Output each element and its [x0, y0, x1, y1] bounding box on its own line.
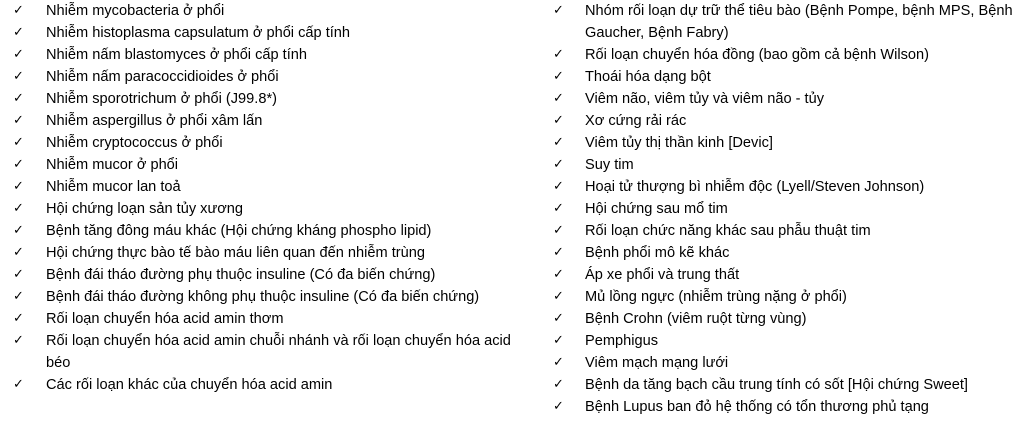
checkmark-icon: ✓ — [13, 201, 24, 216]
checkmark-icon: ✓ — [13, 267, 24, 282]
list-item — [13, 154, 513, 176]
list-item-text: Rối loạn chuyển hóa đồng (bao gồm cả bệnh Wilson) — [585, 47, 929, 63]
list-item-text: Nhiễm nấm paracoccidioides ở phổi — [46, 69, 279, 85]
checkmark-icon: ✓ — [13, 3, 24, 18]
list-item — [13, 22, 513, 44]
list-item — [13, 88, 513, 110]
checkmark-icon: ✓ — [13, 157, 24, 172]
checkmark-icon: ✓ — [553, 135, 564, 150]
checkmark-icon: ✓ — [13, 333, 24, 348]
list-item-text: Rối loạn chức năng khác sau phẫu thuật tim — [585, 223, 871, 239]
checkmark-icon: ✓ — [553, 289, 564, 304]
list-item — [13, 176, 513, 198]
list-item-text: Nhiễm nấm blastomyces ở phổi cấp tính — [46, 47, 308, 63]
list-item — [13, 132, 513, 154]
list-item — [13, 308, 513, 330]
checkmark-icon: ✓ — [553, 311, 564, 326]
checkmark-icon: ✓ — [553, 201, 564, 216]
checkmark-icon: ✓ — [553, 179, 564, 194]
checkmark-icon: ✓ — [553, 333, 564, 348]
list-item-text: Hội chứng sau mổ tim — [585, 201, 728, 217]
checkmark-icon: ✓ — [13, 245, 24, 260]
list-item — [553, 396, 1023, 418]
list-item — [13, 44, 513, 66]
checkmark-icon: ✓ — [553, 267, 564, 282]
list-item — [13, 264, 513, 286]
right-column — [553, 0, 1023, 418]
list-item-text: Xơ cứng rải rác — [585, 113, 687, 129]
list-item-text: Nhiễm mucor lan toả — [46, 179, 181, 195]
checkmark-icon: ✓ — [13, 113, 24, 128]
list-item-text: Nhiễm aspergillus ở phổi xâm lấn — [46, 113, 263, 129]
list-item — [553, 330, 1023, 352]
checkmark-icon: ✓ — [553, 157, 564, 172]
checkmark-icon: ✓ — [13, 311, 24, 326]
list-item — [553, 88, 1023, 110]
list-item — [553, 308, 1023, 330]
left-checklist — [13, 0, 513, 396]
list-item — [553, 352, 1023, 374]
list-item — [553, 44, 1023, 66]
list-item-text: Hội chứng loạn sản tủy xương — [46, 201, 244, 217]
list-item-text: Nhiễm sporotrichum ở phổi (J99.8*) — [46, 91, 277, 107]
list-item-text: Mủ lồng ngực (nhiễm trùng nặng ở phổi) — [585, 289, 847, 305]
list-item — [553, 374, 1023, 396]
list-item-text: Bệnh tăng đông máu khác (Hội chứng kháng phospho lipid) — [46, 223, 432, 239]
list-item — [553, 242, 1023, 264]
list-item-text: Rối loạn chuyển hóa acid amin thơm — [46, 311, 284, 327]
list-item-text: Pemphigus — [585, 333, 659, 349]
list-item-text: Bệnh da tăng bạch cầu trung tính có sốt [Hội chứng Sweet] — [585, 377, 968, 393]
list-item — [553, 110, 1023, 132]
list-item-text: Nhiễm cryptococcus ở phổi — [46, 135, 223, 151]
list-item-text: Nhiễm mycobacteria ở phổi — [46, 3, 225, 19]
list-item-text: Bệnh đái tháo đường không phụ thuộc insuline (Có đa biến chứng) — [46, 289, 480, 305]
checkmark-icon: ✓ — [553, 69, 564, 84]
list-item — [13, 110, 513, 132]
list-item-text: Bệnh đái tháo đường phụ thuộc insuline (Có đa biến chứng) — [46, 267, 436, 283]
list-item — [553, 264, 1023, 286]
checkmark-icon: ✓ — [13, 91, 24, 106]
list-item-text: Hoại tử thượng bì nhiễm độc (Lyell/Steven Johnson) — [585, 179, 925, 195]
list-item — [13, 286, 513, 308]
checkmark-icon: ✓ — [13, 47, 24, 62]
list-item — [13, 220, 513, 242]
right-checklist — [553, 0, 1023, 418]
list-item-text: Bệnh phổi mô kẽ khác — [585, 245, 730, 261]
list-item-text: Các rối loạn khác của chuyển hóa acid amin — [46, 377, 333, 393]
list-item-text: Viêm mạch mạng lưới — [585, 355, 729, 371]
list-item-text: Bệnh Crohn (viêm ruột từng vùng) — [585, 311, 807, 327]
checkmark-icon: ✓ — [553, 245, 564, 260]
list-item-text: Áp xe phổi và trung thất — [585, 267, 740, 283]
list-item-text: Hội chứng thực bào tế bào máu liên quan đến nhiễm trùng — [46, 245, 425, 261]
checkmark-icon: ✓ — [553, 3, 564, 18]
list-item — [13, 374, 513, 396]
list-item-text: Viêm não, viêm tủy và viêm não - tủy — [585, 91, 825, 107]
checkmark-icon: ✓ — [553, 399, 564, 414]
list-item-text: Nhiễm histoplasma capsulatum ở phổi cấp tính — [46, 25, 351, 41]
left-column — [13, 0, 513, 396]
checkmark-icon: ✓ — [13, 223, 24, 238]
list-item — [13, 330, 513, 374]
checkmark-icon: ✓ — [13, 135, 24, 150]
list-item — [13, 0, 513, 22]
list-item-text: Viêm tủy thị thần kinh [Devic] — [585, 135, 773, 151]
checkmark-icon: ✓ — [553, 91, 564, 106]
checkmark-icon: ✓ — [13, 289, 24, 304]
list-item — [553, 154, 1023, 176]
list-item-text: Thoái hóa dạng bột — [585, 69, 711, 85]
list-item — [553, 66, 1023, 88]
checkmark-icon: ✓ — [13, 25, 24, 40]
list-item — [13, 242, 513, 264]
list-item-text: Nhiễm mucor ở phổi — [46, 157, 179, 173]
checkmark-icon: ✓ — [13, 69, 24, 84]
checkmark-icon: ✓ — [553, 47, 564, 62]
checkmark-icon: ✓ — [13, 179, 24, 194]
list-item-text: Rối loạn chuyển hóa acid amin chuỗi nhánh và rối loạn chuyển hóa acid béo — [46, 333, 511, 371]
list-item — [553, 132, 1023, 154]
checkmark-icon: ✓ — [553, 223, 564, 238]
list-item — [13, 66, 513, 88]
list-item — [13, 198, 513, 220]
list-item-text: Suy tim — [585, 157, 634, 173]
list-item-text: Bệnh Lupus ban đỏ hệ thống có tổn thương phủ tạng — [585, 399, 929, 415]
list-item — [553, 0, 1023, 44]
list-item-text: Nhóm rối loạn dự trữ thể tiêu bào (Bệnh Pompe, bệnh MPS, Bệnh Gaucher, Bệnh Fabry) — [585, 3, 1013, 41]
checkmark-icon: ✓ — [553, 355, 564, 370]
list-item — [553, 176, 1023, 198]
checkmark-icon: ✓ — [553, 377, 564, 392]
list-item — [553, 198, 1023, 220]
checkmark-icon: ✓ — [553, 113, 564, 128]
checkmark-icon: ✓ — [13, 377, 24, 392]
list-item — [553, 220, 1023, 242]
list-item — [553, 286, 1023, 308]
